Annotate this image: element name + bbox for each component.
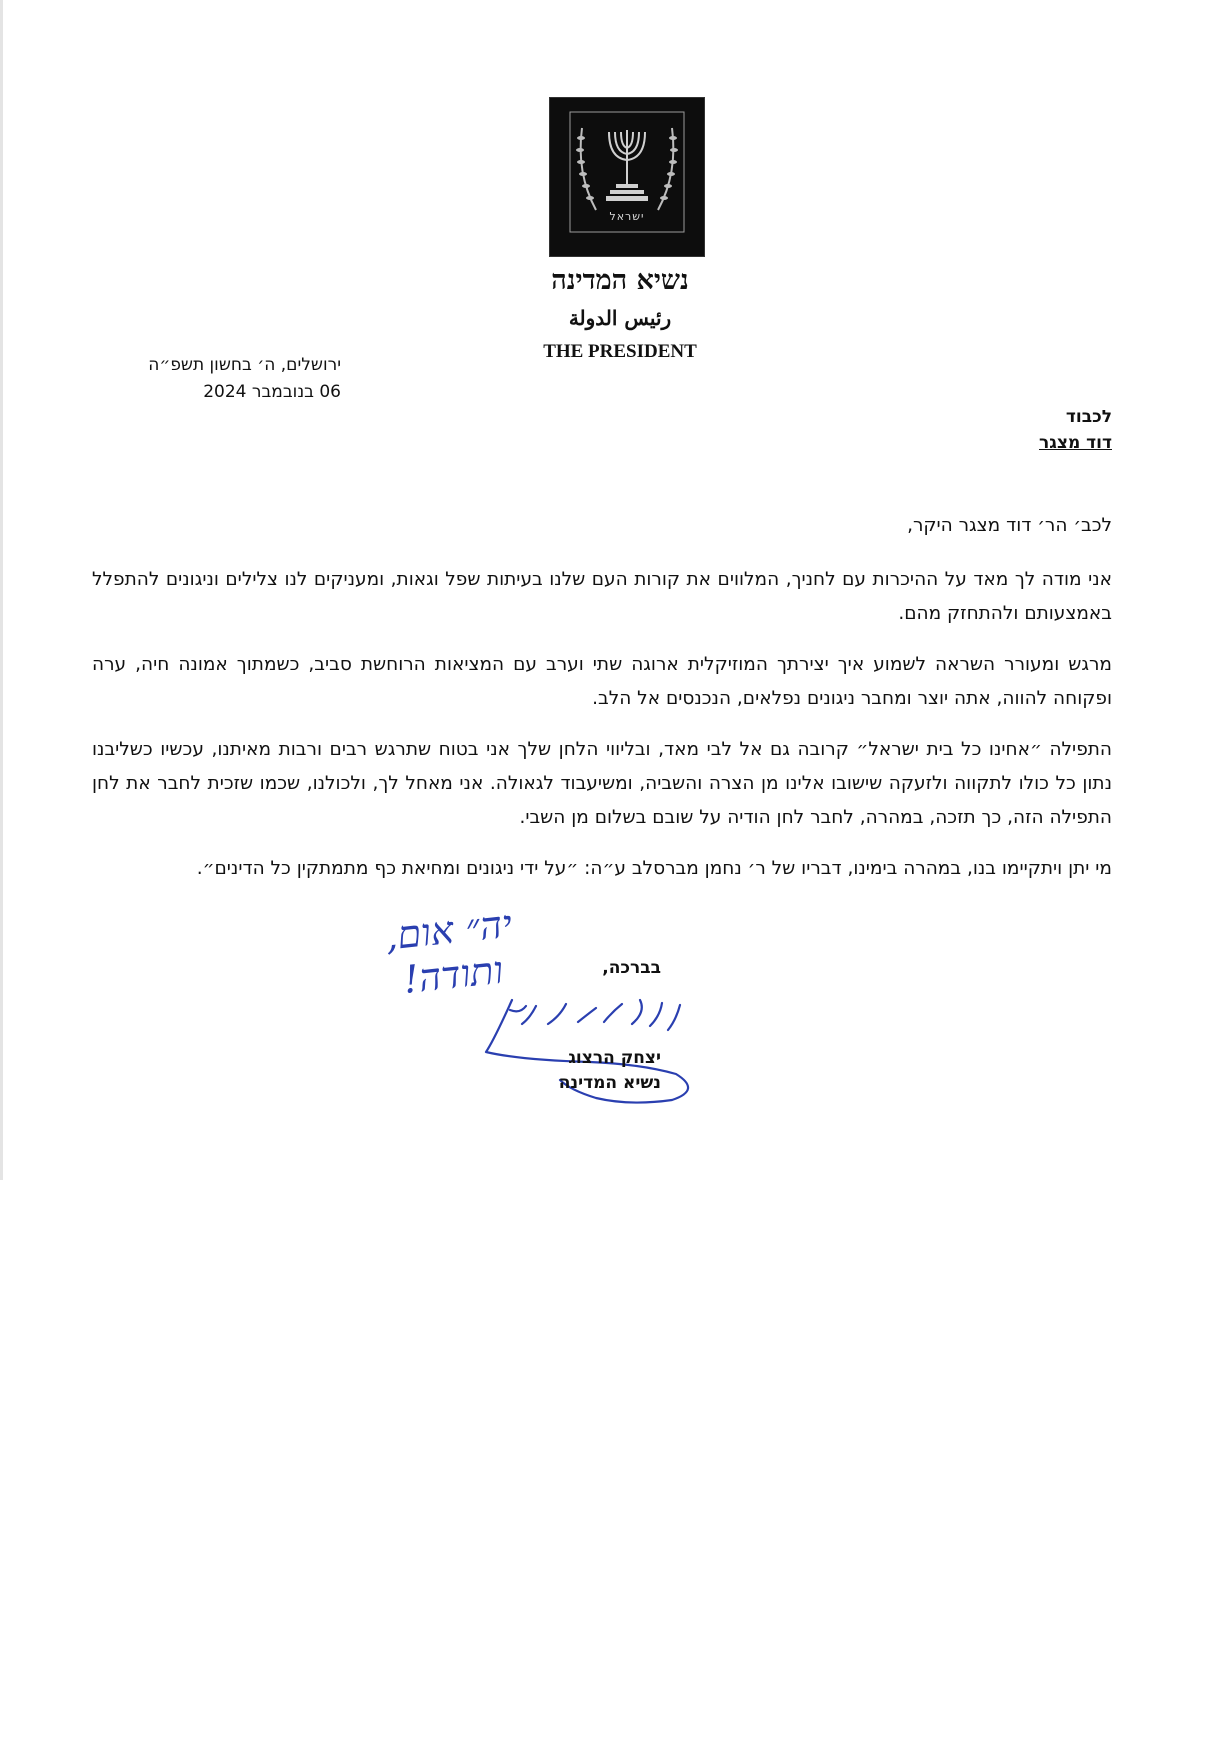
emblem-label: ישראל [609, 210, 645, 223]
body-paragraph: מי יתן ויתקיימו בנו, במהרה בימינו, דבריו של ר׳ נחמן מברסלב ע״ה: ״על ידי ניגונים ומחיאת כף מתמתקין כל הדינים״. [196, 858, 1112, 879]
letter-body [92, 509, 1112, 903]
letterhead-title-hebrew: נשיא המדינה [551, 265, 689, 296]
recipient-honorific: לכבוד [1065, 407, 1112, 427]
salutation: לכב׳ הר׳ דוד מצגר היקר, [907, 515, 1112, 536]
signer-name: יצחק הרצוג [568, 1048, 661, 1068]
closing-blessing: בברכה, [602, 958, 661, 978]
recipient-block [1039, 404, 1112, 456]
handwritten-note: יה״ אום, ותודה! [383, 901, 515, 1002]
menorah-emblem-icon [550, 98, 704, 256]
signer-title: נשיא המדינה [558, 1073, 661, 1093]
body-paragraph: מרגש ומעורר השראה לשמוע איך יצירתך המוזיקלית ארוגה שתי וערב עם המציאות הרוחשת סביב, כשמתוך אמונה חיה, ערה ופקוחה להווה, אתה יוצר ומחבר ניגונים נפלאים, הנכנסים אל הלב. [92, 654, 1112, 709]
letter-date [96, 352, 341, 406]
date-gregorian: 06 בנובמבר 2024 [203, 382, 341, 402]
body-paragraph: אני מודה לך מאד על ההיכרות עם לחניך, המלווים את קורות העם שלנו בעיתות שפל וגאות, ומעניקים לנו צלילים וניגונים להתפלל באמצעותם ולהתחזק מהם. [92, 569, 1112, 624]
page-edge-shadow [0, 0, 3, 1180]
letterhead-title-arabic: رئيس الدولة [568, 306, 672, 330]
state-emblem [549, 97, 705, 257]
signer-block [559, 1046, 661, 1096]
body-paragraph: התפילה ״אחינו כל בית ישראל״ קרובה גם אל לבי מאד, ובליווי הלחן שלך אני בטוח שתרגש רבים ורבות מאיתנו, עכשיו כשליבנו נתון כל כולו לתקווה ולזעקה שישובו אלינו מן הצרה והשביה, ומשיעבוד לגאולה. אני מאחל לך, ולכולנו, שכמו שזכית לחבר את לחן התפילה הזה, כך תזכה, במהרה, לחבר לחן הודיה על שובם בשלום מן השבי. [92, 739, 1112, 828]
letterhead-title-english: THE PRESIDENT [543, 341, 697, 362]
recipient-name: דוד מצגר [1039, 433, 1112, 453]
date-hebrew: ירושלים, ה׳ בחשון תשפ״ה [148, 355, 341, 375]
